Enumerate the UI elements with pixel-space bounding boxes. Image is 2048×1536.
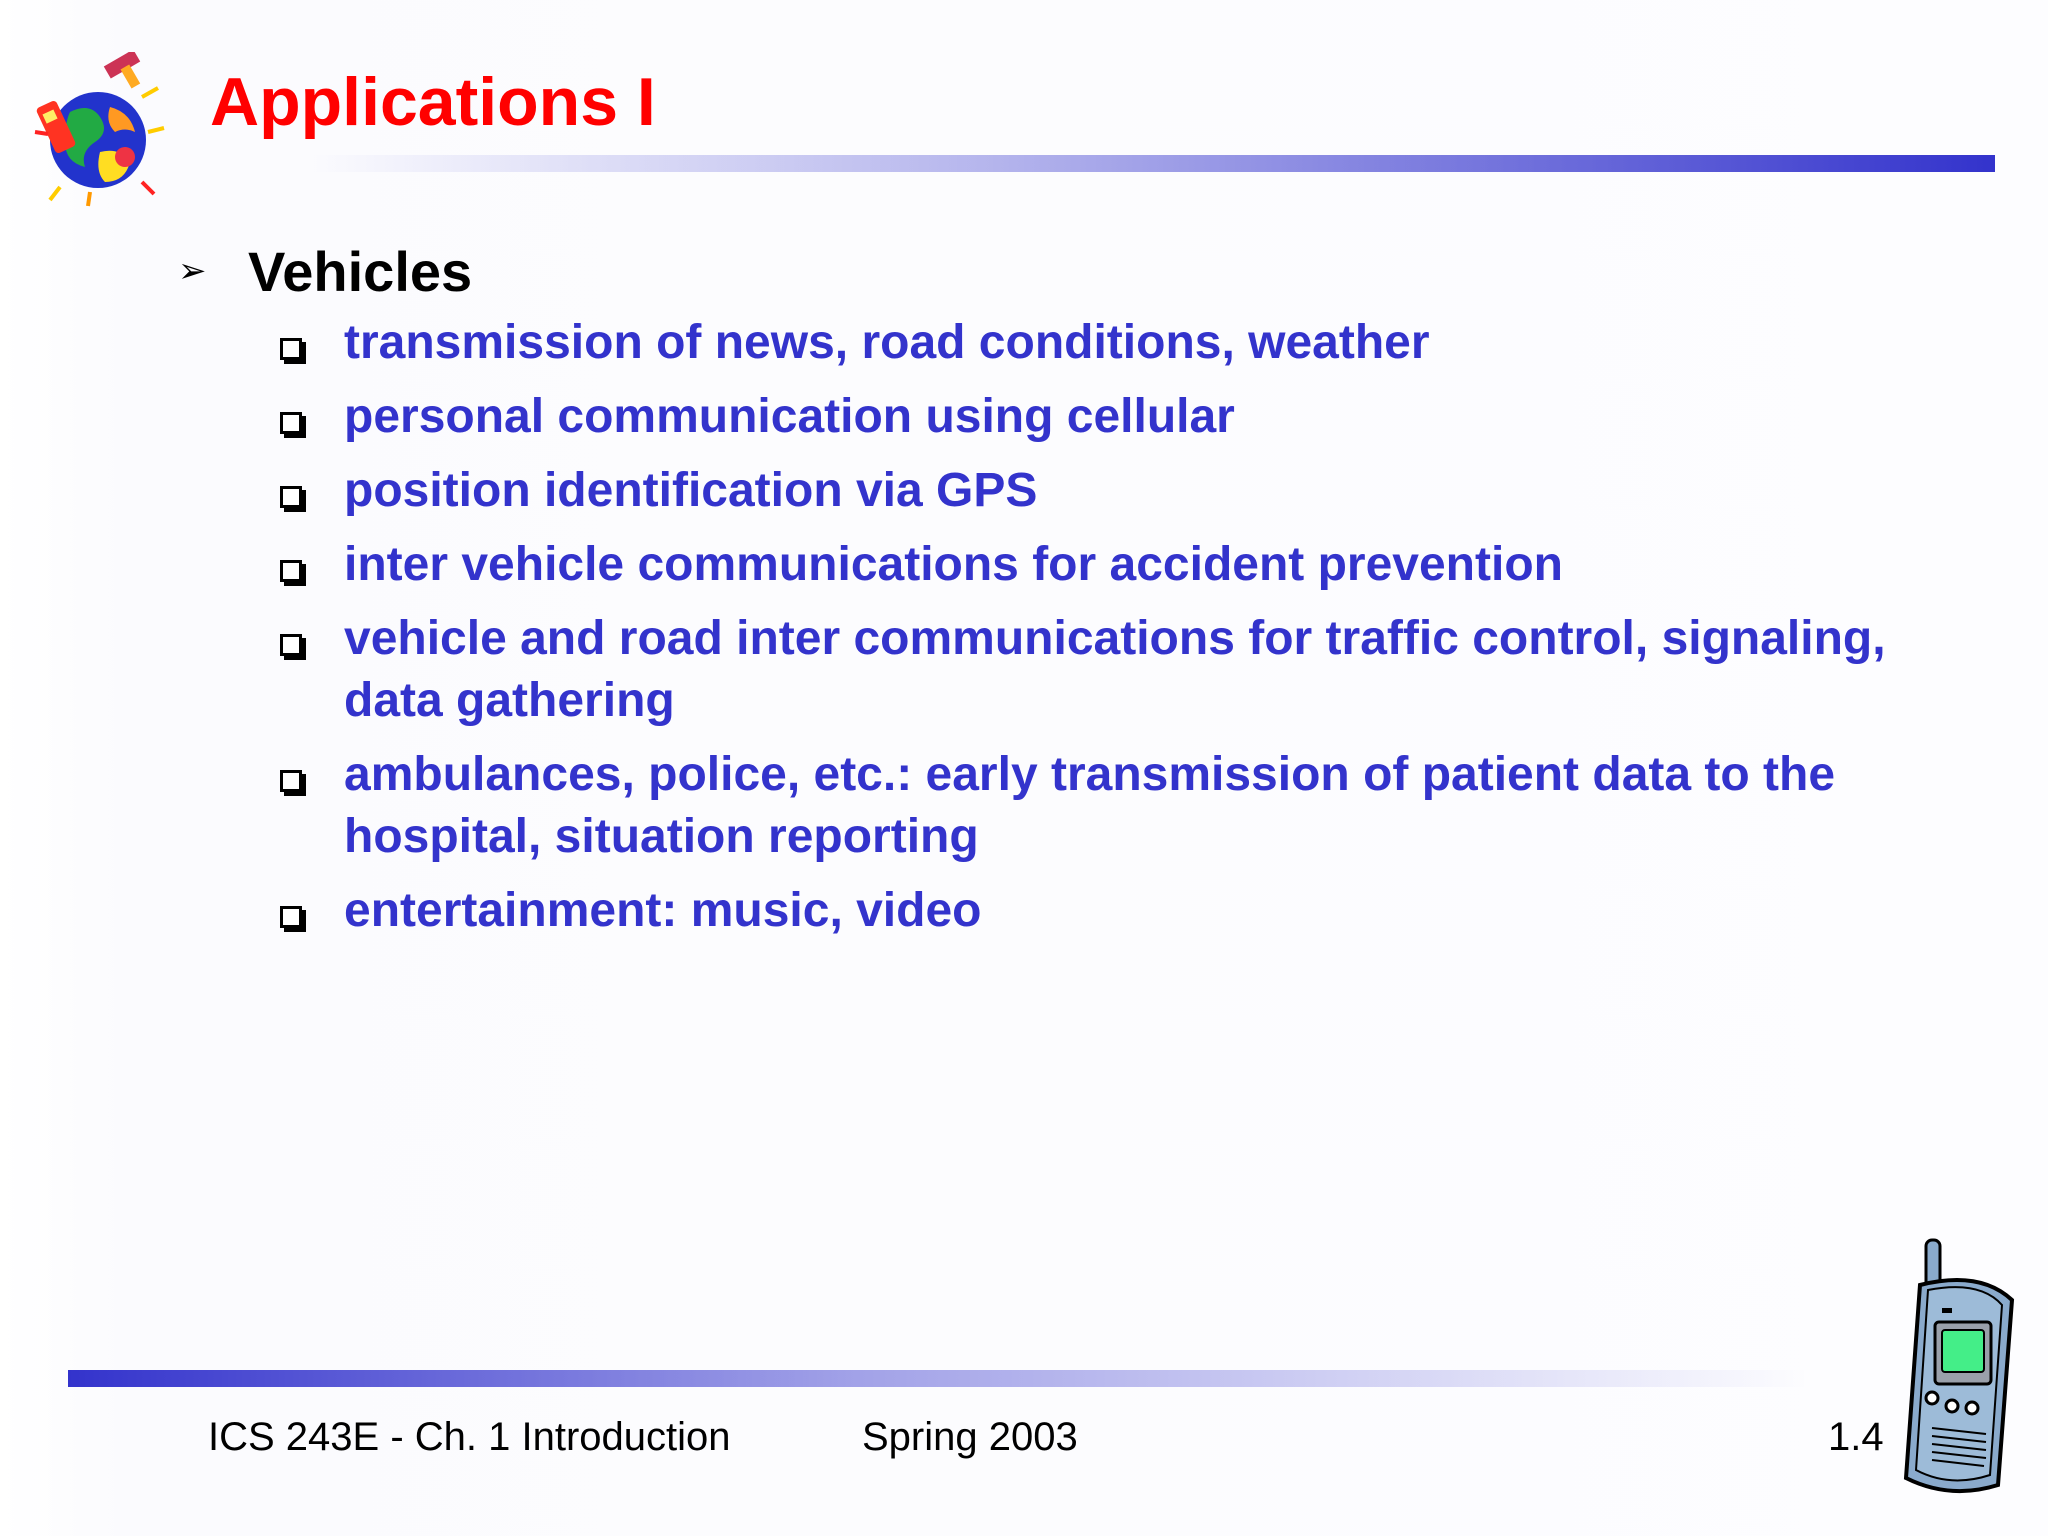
square-bullet-icon	[280, 412, 302, 434]
list-item	[280, 460, 1900, 522]
arrow-bullet-icon: ➢	[178, 252, 207, 290]
list-item-text: vehicle and road inter communications for traffic control, signaling, data gathering	[344, 612, 1886, 727]
footer-term: Spring 2003	[862, 1415, 1078, 1459]
bullet-list	[280, 312, 1900, 954]
footer-course: ICS 243E - Ch. 1 Introduction	[208, 1415, 731, 1459]
square-bullet-icon	[280, 338, 302, 360]
list-item-text: position identification via GPS	[344, 464, 1038, 517]
list-item	[280, 534, 1900, 596]
list-item-text: transmission of news, road conditions, weather	[344, 316, 1430, 369]
list-item	[280, 880, 1900, 942]
heading-text: Vehicles	[248, 239, 473, 303]
list-item-text: ambulances, police, etc.: early transmission of patient data to the hospital, situation reporting	[344, 748, 1836, 863]
list-item-text: personal communication using cellular	[344, 390, 1235, 443]
list-item-text: inter vehicle communications for accident prevention	[344, 538, 1563, 591]
list-item-text: entertainment: music, video	[344, 884, 982, 937]
square-bullet-icon	[280, 634, 302, 656]
globe-satellite-icon	[30, 52, 170, 207]
title-rule	[310, 155, 1995, 172]
footer-rule	[68, 1370, 1808, 1387]
square-bullet-icon	[280, 560, 302, 582]
square-bullet-icon	[280, 906, 302, 928]
slide-title: Applications I	[210, 64, 656, 140]
footer-page-number: 1.4	[1828, 1415, 1884, 1459]
square-bullet-icon	[280, 770, 302, 792]
mobile-phone-icon	[1890, 1230, 2020, 1500]
list-item	[280, 312, 1900, 374]
list-item	[280, 386, 1900, 448]
square-bullet-icon	[280, 486, 302, 508]
heading-row	[178, 236, 472, 306]
list-item	[280, 608, 1900, 732]
list-item	[280, 744, 1900, 868]
